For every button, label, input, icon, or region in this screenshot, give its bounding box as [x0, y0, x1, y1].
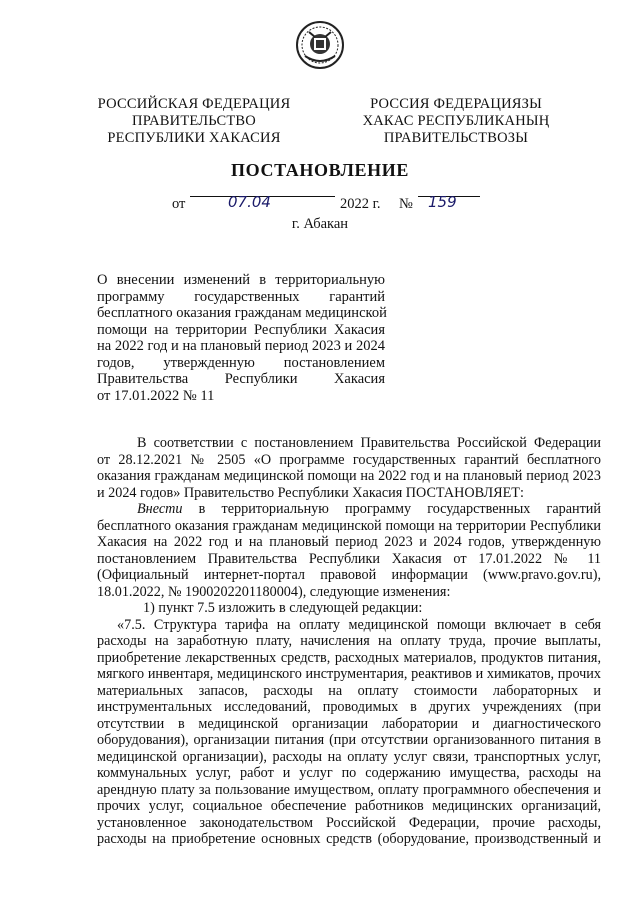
body-line: оказания гражданам медицинской помощи на 2022 год и на плановый период 2023 [97, 468, 601, 484]
date-prefix: от [172, 196, 186, 212]
body-line: материальных запасов, расходы на оплату стоимости лабораторных и [97, 682, 601, 699]
header-right-line: РОССИЯ ФЕДЕРАЦИЯЗЫ [370, 96, 542, 112]
body-line: расходы на приобретение основных средств (оборудование, производственный и [97, 831, 601, 847]
body-line: приобретение лекарственных средств, расходных материалов, продуктов питания, [97, 649, 601, 666]
body-line: «7.5. Структура тарифа на оплату медицинской помощи включает в себя [117, 616, 601, 633]
header-right-line: ХАКАС РЕСПУБЛИКАНЫҢ [362, 113, 550, 129]
subject-line: на 2022 год и на плановый период 2023 и 2024 [97, 338, 385, 354]
header-left-line: РОССИЙСКАЯ ФЕДЕРАЦИЯ [97, 96, 291, 112]
body-line: Хакасия на 2022 год и на плановый период 2023 и 2024 годов, утвержденную [97, 534, 601, 550]
header-right-block [336, 96, 576, 147]
city-name: г. Абакан [291, 216, 349, 232]
body-line: бесплатного оказания гражданам медицинской помощи на территории Республики [97, 517, 601, 534]
body-line: Внести в территориальную программу государственных гарантий [137, 501, 601, 517]
body-text [97, 435, 601, 848]
document-title: ПОСТАНОВЛЕНИЕ [231, 160, 409, 180]
body-line: инструментальных исследований, проводимых в других учреждениях (при [97, 699, 601, 715]
header-right-line: ПРАВИТЕЛЬСТВОЗЫ [383, 130, 529, 146]
body-line: коммунальных услуг, работ и услуг по содержанию имущества, расходы на [97, 765, 601, 781]
body-line: медицинской организации), расходы на оплату услуг связи, транспортных услуг, [97, 748, 601, 765]
body-line: арендную плату за пользование имуществом, оплату программного обеспечения и [97, 781, 601, 798]
subject-line: помощи на территории Республики Хакасия [97, 321, 385, 338]
body-line: расходы на заработную плату, начисления на оплату труда, прочие выплаты, [97, 633, 601, 649]
body-line: мягкого инвентаря, медицинского инструментария, реактивов и химикатов, прочих [97, 666, 601, 682]
date-year: 2022 г. [340, 196, 381, 212]
body-line: прочих услуг, социальное обеспечение работников медицинских организаций, [97, 798, 601, 814]
body-line: 1) пункт 7.5 изложить в следующей редакции: [143, 600, 423, 616]
number-sign: № [399, 196, 413, 212]
subject-line: от 17.01.2022 № 11 [97, 387, 215, 404]
body-line: установленное законодательством Российской Федерации, прочие расходы, [97, 814, 601, 831]
emphasized-word: Внести [137, 501, 183, 517]
subject-line: О внесении изменений в территориальную [97, 272, 385, 288]
subject-line: бесплатного оказания гражданам медицинской [97, 305, 387, 321]
body-line: В соответствии с постановлением Правительства Российской Федерации [137, 435, 601, 451]
body-line: и 2024 годов» Правительство Республики Хакасия ПОСТАНОВЛЯЕТ: [97, 484, 524, 501]
body-line: (Официальный интернет-портал правовой информации (www.pravo.gov.ru), [97, 567, 601, 583]
header-left-line: РЕСПУБЛИКИ ХАКАСИЯ [107, 130, 281, 146]
coat-of-arms-emblem [295, 20, 345, 70]
subject-line: Правительства Республики Хакасия [97, 371, 385, 387]
handwritten-date: 07.04 [228, 193, 271, 211]
body-line: от 28.12.2021 № 2505 «О программе государственных гарантий бесплатного [97, 451, 601, 468]
body-line: 18.01.2022, № 1900202201180004), следующие изменения: [97, 583, 451, 600]
handwritten-number: 159 [428, 193, 457, 211]
body-line: отсутствии в медицинской организации лаборатории и диагностического [97, 715, 601, 732]
subject-block [97, 272, 385, 404]
header-left-block [74, 96, 314, 147]
body-line: постановлением Правительства Республики Хакасия от 17.01.2022 № 11 [97, 550, 601, 567]
body-line: оборудования), организации питания (при отсутствии организованного питания в [97, 732, 601, 748]
header-left-line: ПРАВИТЕЛЬСТВО [132, 113, 256, 129]
subject-line: программу государственных гарантий [97, 288, 385, 305]
subject-line: годов, утвержденную постановлением [97, 354, 385, 371]
